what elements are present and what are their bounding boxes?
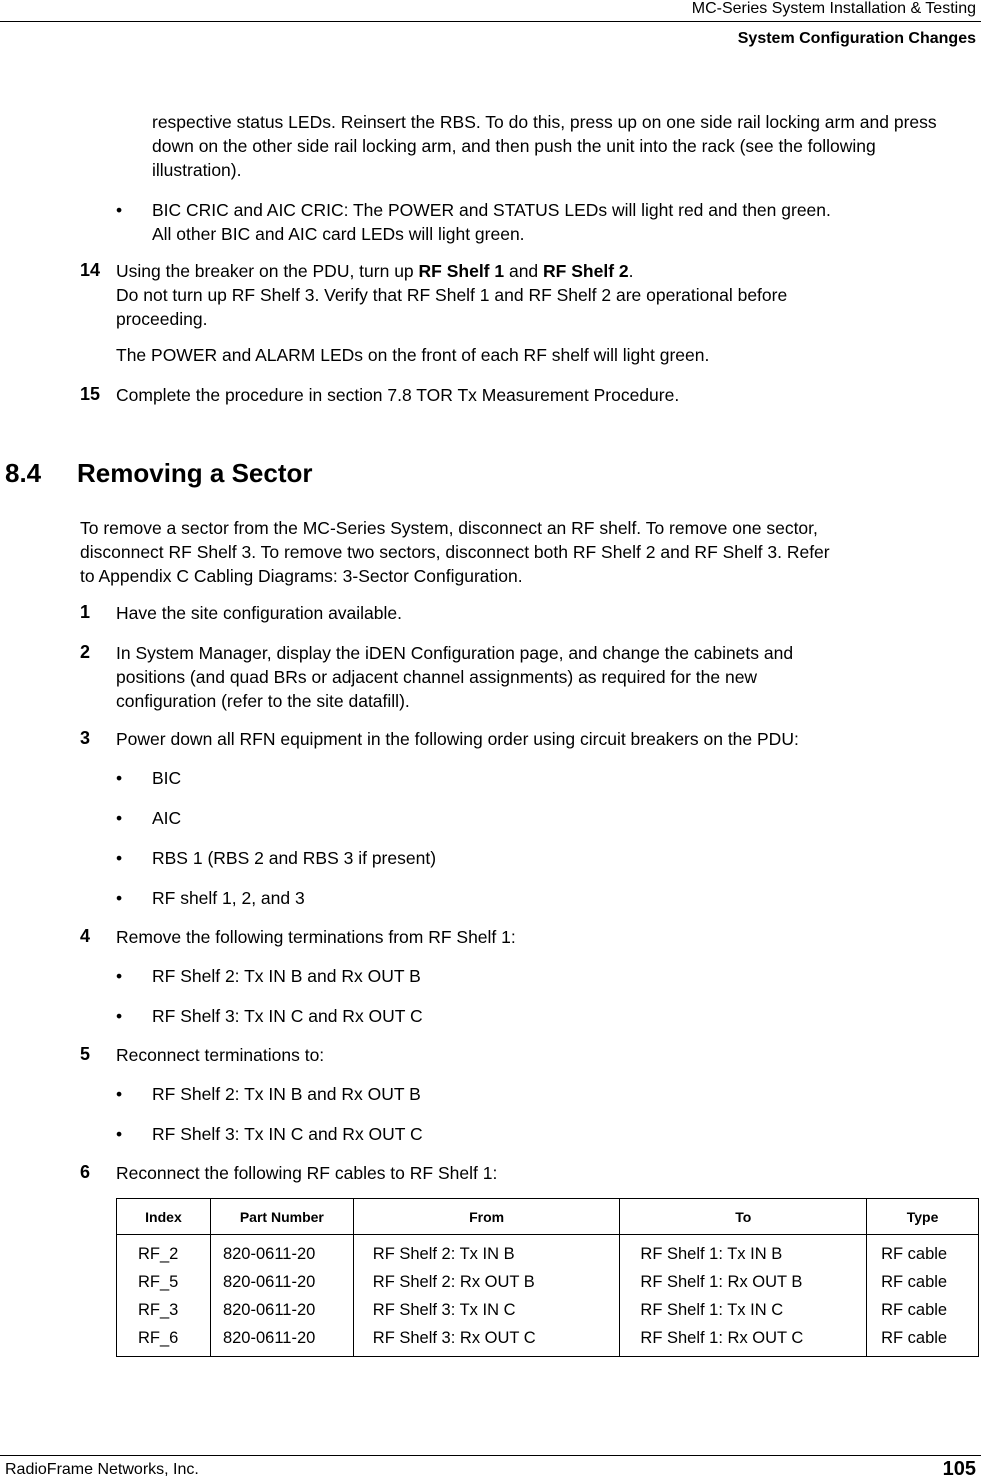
step-6-text: Reconnect the following RF cables to RF Shelf 1:	[116, 1163, 498, 1183]
step-14-line3: proceeding.	[116, 309, 208, 329]
bullet-marker: •	[116, 1006, 123, 1026]
cell-to: RF Shelf 1: Rx OUT C	[620, 1325, 867, 1357]
step-5-text: Reconnect terminations to:	[116, 1045, 325, 1065]
step-number: 14	[80, 260, 101, 280]
step-3-bullet: BIC	[152, 768, 182, 788]
cell-from: RF Shelf 3: Rx OUT C	[353, 1325, 620, 1357]
bullet-marker: •	[116, 966, 123, 986]
cell-part-number: 820-0611-20	[210, 1269, 353, 1297]
bullet-marker: •	[116, 1124, 123, 1144]
table-row	[117, 1269, 979, 1297]
intro-line2: disconnect RF Shelf 3. To remove two sectors, disconnect both RF Shelf 2 and RF Shelf 3. Refer	[80, 542, 830, 562]
cell-part-number: 820-0611-20	[210, 1235, 353, 1269]
cell-index: RF_6	[117, 1325, 211, 1357]
bullet-marker: •	[116, 808, 123, 828]
step-2-line3: configuration (refer to the site datafill).	[116, 691, 410, 711]
cell-part-number: 820-0611-20	[210, 1297, 353, 1325]
bullet-marker: •	[116, 888, 123, 908]
step-number: 4	[80, 926, 91, 946]
table-row	[117, 1297, 979, 1325]
cell-type: RF cable	[867, 1269, 979, 1297]
cell-index: RF_2	[117, 1235, 211, 1269]
step-4-bullet: RF Shelf 2: Tx IN B and Rx OUT B	[152, 966, 421, 986]
cell-from: RF Shelf 3: Tx IN C	[353, 1297, 620, 1325]
step-14-bold-shelf2: RF Shelf 2	[543, 261, 629, 281]
step-3-bullet: RF shelf 1, 2, and 3	[152, 888, 305, 908]
step-3-text: Power down all RFN equipment in the following order using circuit breakers on the PDU:	[116, 729, 799, 749]
step-number: 3	[80, 728, 91, 748]
step-14-note: The POWER and ALARM LEDs on the front of each RF shelf will light green.	[116, 345, 710, 365]
step-number: 5	[80, 1044, 91, 1064]
bullet-text: BIC CRIC and AIC CRIC: The POWER and STATUS LEDs will light red and then green.	[152, 200, 831, 220]
column-header-index: Index	[117, 1199, 211, 1235]
bullet-marker: •	[116, 768, 123, 788]
footer-rule	[0, 1455, 981, 1456]
step-4-bullet: RF Shelf 3: Tx IN C and Rx OUT C	[152, 1006, 423, 1026]
column-header-type: Type	[867, 1199, 979, 1235]
cell-type: RF cable	[867, 1235, 979, 1269]
cell-type: RF cable	[867, 1297, 979, 1325]
section-heading	[5, 458, 313, 489]
table-header-row	[117, 1199, 979, 1235]
page-number: 105	[942, 1458, 976, 1480]
header-rule	[0, 21, 981, 22]
step-number: 15	[80, 384, 101, 404]
step-5-bullet: RF Shelf 2: Tx IN B and Rx OUT B	[152, 1084, 421, 1104]
rf-cables-table	[116, 1198, 979, 1357]
cell-to: RF Shelf 1: Tx IN B	[620, 1235, 867, 1269]
bullet-marker: •	[116, 200, 123, 220]
step-14-post: .	[628, 261, 634, 281]
step-4-text: Remove the following terminations from RF Shelf 1:	[116, 927, 516, 947]
column-header-to: To	[620, 1199, 867, 1235]
cell-from: RF Shelf 2: Rx OUT B	[353, 1269, 620, 1297]
step-number: 6	[80, 1162, 91, 1182]
bullet-marker: •	[116, 1084, 123, 1104]
intro-line1: To remove a sector from the MC-Series System, disconnect an RF shelf. To remove one sector,	[80, 518, 818, 538]
step-number: 1	[80, 602, 91, 622]
cell-part-number: 820-0611-20	[210, 1325, 353, 1357]
intro-line3: to Appendix C Cabling Diagrams: 3-Sector Configuration.	[80, 566, 523, 586]
continued-paragraph: respective status LEDs. Reinsert the RBS. To do this, press up on one side rail locking arm and press down on the other side rail locking arm, and then push the unit into the rack (see the following illustration).	[152, 112, 937, 180]
column-header-from: From	[353, 1199, 620, 1235]
cell-index: RF_3	[117, 1297, 211, 1325]
step-14-bold-shelf1: RF Shelf 1	[418, 261, 505, 281]
step-3-bullet: AIC	[152, 808, 182, 828]
step-2-line1: In System Manager, display the iDEN Configuration page, and change the cabinets and	[116, 643, 794, 663]
cell-to: RF Shelf 1: Tx IN C	[620, 1297, 867, 1325]
step-14-pre: Using the breaker on the PDU, turn up	[116, 261, 419, 281]
bullet-text-continued: All other BIC and AIC card LEDs will light green.	[152, 224, 525, 244]
column-header-part-number: Part Number	[210, 1199, 353, 1235]
step-1-text: Have the site configuration available.	[116, 603, 403, 623]
cell-to: RF Shelf 1: Rx OUT B	[620, 1269, 867, 1297]
cell-from: RF Shelf 2: Tx IN B	[353, 1235, 620, 1269]
bullet-marker: •	[116, 848, 123, 868]
section-title: Removing a Sector	[77, 458, 313, 488]
step-5-bullet: RF Shelf 3: Tx IN C and Rx OUT C	[152, 1124, 423, 1144]
cell-type: RF cable	[867, 1325, 979, 1357]
step-3-bullet: RBS 1 (RBS 2 and RBS 3 if present)	[152, 848, 437, 868]
header-section: System Configuration Changes	[737, 30, 976, 47]
step-number: 2	[80, 642, 91, 662]
step-14-text	[116, 259, 634, 283]
step-2-line2: positions (and quad BRs or adjacent channel assignments) as required for the new	[116, 667, 758, 687]
step-14-line2: Do not turn up RF Shelf 3. Verify that RF Shelf 1 and RF Shelf 2 are operational before	[116, 285, 788, 305]
cell-index: RF_5	[117, 1269, 211, 1297]
step-14-mid: and	[504, 261, 544, 281]
section-number: 8.4	[5, 458, 42, 488]
table-row	[117, 1325, 979, 1357]
table-row	[117, 1235, 979, 1269]
footer-company: RadioFrame Networks, Inc.	[5, 1461, 199, 1478]
header-title: MC-Series System Installation & Testing	[691, 0, 976, 17]
step-15-text: Complete the procedure in section 7.8 TOR Tx Measurement Procedure.	[116, 385, 680, 405]
